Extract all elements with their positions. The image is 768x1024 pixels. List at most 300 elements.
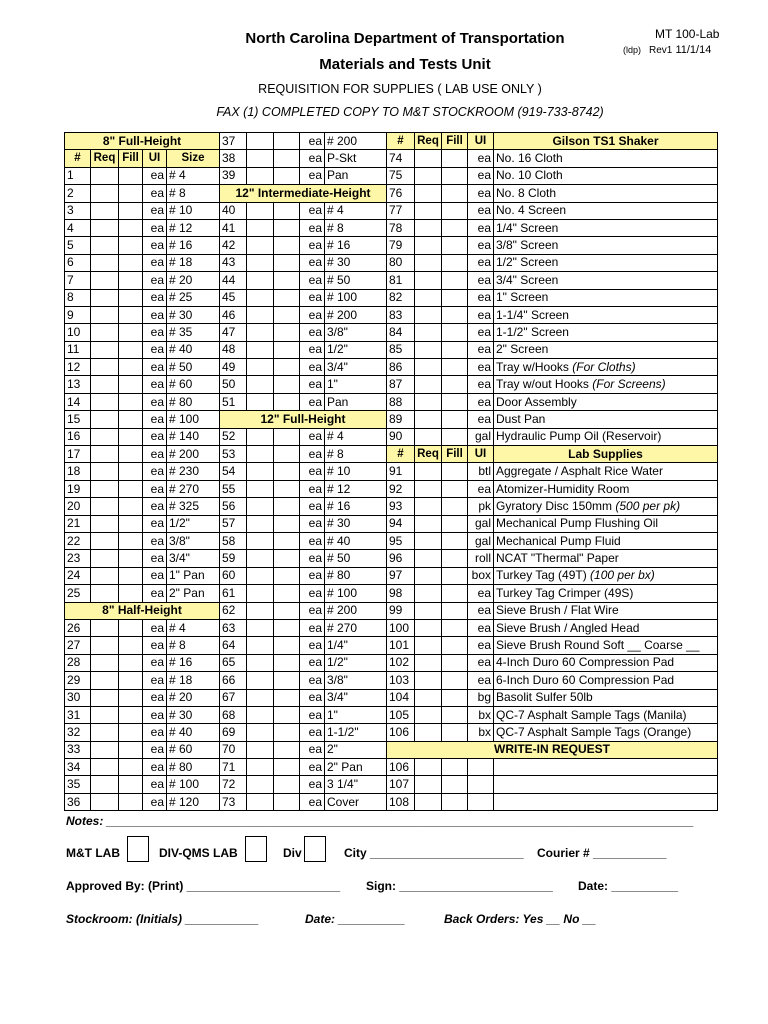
item-number: 71: [220, 759, 247, 776]
fill-qty-input[interactable]: [119, 376, 143, 393]
fill-qty-input[interactable]: [442, 706, 468, 723]
item-size: [325, 446, 387, 463]
req-qty-input[interactable]: [91, 619, 119, 636]
fill-qty-input[interactable]: [274, 567, 300, 584]
fill-qty-input[interactable]: [274, 393, 300, 410]
item-description[interactable]: [494, 793, 718, 810]
fill-qty-input[interactable]: [274, 480, 300, 497]
item-number: 76: [387, 185, 415, 202]
req-qty-input[interactable]: [91, 167, 119, 184]
fill-qty-input[interactable]: [442, 619, 468, 636]
fill-qty-input[interactable]: [119, 672, 143, 689]
fill-qty-input[interactable]: [119, 567, 143, 584]
date-field[interactable]: Date: __________: [578, 879, 679, 893]
req-qty-input[interactable]: [415, 463, 442, 480]
fill-qty-input[interactable]: [119, 498, 143, 515]
fill-qty-input[interactable]: [442, 672, 468, 689]
req-qty-input[interactable]: [247, 619, 274, 636]
item-description: [494, 324, 718, 341]
item-number: 80: [387, 254, 415, 271]
fill-qty-input[interactable]: [442, 324, 468, 341]
fill-qty-input[interactable]: [274, 219, 300, 236]
fill-qty-input[interactable]: [442, 167, 468, 184]
req-qty-input[interactable]: [91, 759, 119, 776]
req-qty-input[interactable]: [91, 359, 119, 376]
req-qty-input[interactable]: [415, 619, 442, 636]
req-qty-input[interactable]: [247, 637, 274, 654]
notes-line[interactable]: Notes: ________________________________________________________________________________________: [66, 814, 694, 828]
fill-qty-input[interactable]: [274, 793, 300, 810]
table-row: [220, 167, 387, 184]
req-qty-input[interactable]: [415, 289, 442, 306]
item-number: 52: [220, 428, 247, 445]
req-qty-input[interactable]: [247, 741, 274, 758]
req-qty-input[interactable]: [247, 689, 274, 706]
unit-of-issue: ea: [300, 724, 325, 741]
req-qty-input[interactable]: [247, 324, 274, 341]
fill-qty-input[interactable]: [442, 254, 468, 271]
approved-by-field[interactable]: Approved By: (Print) _______________________: [66, 879, 341, 893]
req-qty-input[interactable]: [91, 289, 119, 306]
req-qty-input[interactable]: [247, 672, 274, 689]
fill-qty-input[interactable]: [119, 202, 143, 219]
req-qty-input[interactable]: [91, 689, 119, 706]
req-qty-input[interactable]: [91, 567, 119, 584]
item-size: [325, 532, 387, 549]
courier-field[interactable]: Courier # ___________: [537, 846, 667, 860]
req-qty-input[interactable]: [415, 550, 442, 567]
fill-qty-input[interactable]: [442, 202, 468, 219]
fill-qty-input[interactable]: [442, 289, 468, 306]
fill-qty-input[interactable]: [119, 393, 143, 410]
fill-qty-input[interactable]: [442, 602, 468, 619]
req-qty-input[interactable]: [91, 654, 119, 671]
fill-qty-input[interactable]: [119, 689, 143, 706]
description-text: Basolit Sulfer 50lb: [496, 690, 593, 705]
req-qty-input[interactable]: [91, 706, 119, 723]
req-qty-input[interactable]: [247, 254, 274, 271]
fill-qty-input[interactable]: [274, 602, 300, 619]
req-qty-input[interactable]: [415, 237, 442, 254]
fill-qty-input[interactable]: [274, 306, 300, 323]
item-description[interactable]: [494, 776, 718, 793]
req-qty-input[interactable]: [247, 463, 274, 480]
item-size: [167, 254, 220, 271]
size-text: # 4: [327, 429, 344, 444]
req-qty-input[interactable]: [415, 602, 442, 619]
item-number: 84: [387, 324, 415, 341]
fill-qty-input[interactable]: [119, 185, 143, 202]
item-size: [167, 654, 220, 671]
fill-qty-input[interactable]: [442, 359, 468, 376]
fill-qty-input[interactable]: [274, 133, 300, 150]
req-qty-input[interactable]: [415, 376, 442, 393]
req-qty-input[interactable]: [91, 428, 119, 445]
fill-qty-input[interactable]: [119, 446, 143, 463]
fill-qty-input[interactable]: [119, 428, 143, 445]
item-description: [494, 672, 718, 689]
item-number: 108: [387, 793, 415, 810]
unit-of-issue: ea: [143, 237, 167, 254]
back-orders-field[interactable]: Back Orders: Yes __ No __: [444, 912, 597, 926]
req-qty-input[interactable]: [247, 602, 274, 619]
fill-qty-input[interactable]: [442, 724, 468, 741]
fill-qty-input[interactable]: [274, 706, 300, 723]
size-text: # 8: [169, 185, 186, 200]
req-qty-input[interactable]: [247, 567, 274, 584]
fill-qty-input[interactable]: [442, 480, 468, 497]
req-qty-input[interactable]: [247, 706, 274, 723]
req-qty-input[interactable]: [415, 759, 442, 776]
req-qty-input[interactable]: [247, 550, 274, 567]
req-qty-input[interactable]: [247, 532, 274, 549]
fill-qty-input[interactable]: [274, 428, 300, 445]
req-qty-input[interactable]: [91, 776, 119, 793]
item-size: [325, 480, 387, 497]
req-qty-input[interactable]: [91, 672, 119, 689]
fill-qty-input[interactable]: [274, 202, 300, 219]
req-qty-input[interactable]: [91, 376, 119, 393]
req-qty-input[interactable]: [247, 480, 274, 497]
req-qty-input[interactable]: [415, 185, 442, 202]
req-qty-input[interactable]: [91, 446, 119, 463]
req-qty-input[interactable]: [247, 498, 274, 515]
req-qty-input[interactable]: [415, 689, 442, 706]
fill-qty-input[interactable]: [274, 237, 300, 254]
fill-qty-input[interactable]: [119, 341, 143, 358]
div-qms-lab-checkbox[interactable]: [245, 836, 267, 862]
fill-qty-input[interactable]: [274, 759, 300, 776]
req-qty-input[interactable]: [91, 463, 119, 480]
fill-qty-input[interactable]: [119, 306, 143, 323]
req-qty-input[interactable]: [247, 150, 274, 167]
req-qty-input[interactable]: [247, 515, 274, 532]
fill-qty-input[interactable]: [119, 619, 143, 636]
fill-qty-input[interactable]: [119, 515, 143, 532]
req-qty-input[interactable]: [91, 324, 119, 341]
item-size: [325, 133, 387, 150]
req-qty-input[interactable]: [415, 706, 442, 723]
fill-qty-input[interactable]: [274, 741, 300, 758]
req-qty-input[interactable]: [247, 776, 274, 793]
req-qty-input[interactable]: [91, 480, 119, 497]
unit-of-issue: ea: [300, 741, 325, 758]
req-qty-input[interactable]: [247, 585, 274, 602]
unit-of-issue: ea: [300, 498, 325, 515]
req-qty-input[interactable]: [415, 324, 442, 341]
fill-qty-input[interactable]: [274, 515, 300, 532]
fill-qty-input[interactable]: [442, 515, 468, 532]
fill-qty-input[interactable]: [119, 480, 143, 497]
fill-qty-input[interactable]: [274, 672, 300, 689]
fill-qty-input[interactable]: [274, 498, 300, 515]
req-qty-input[interactable]: [415, 567, 442, 584]
req-qty-input[interactable]: [415, 498, 442, 515]
item-description: [494, 724, 718, 741]
fill-qty-input[interactable]: [442, 567, 468, 584]
table-row: [387, 463, 718, 480]
stockroom-date-field[interactable]: Date: __________: [305, 912, 406, 926]
fill-qty-input[interactable]: [442, 498, 468, 515]
req-qty-input[interactable]: [247, 237, 274, 254]
fill-qty-input[interactable]: [442, 428, 468, 445]
fill-qty-input[interactable]: [119, 359, 143, 376]
size-text: # 100: [169, 411, 200, 426]
item-size: [325, 306, 387, 323]
fill-qty-input[interactable]: [119, 637, 143, 654]
fill-qty-input[interactable]: [119, 776, 143, 793]
description-text: Sieve Brush / Flat Wire: [496, 603, 619, 618]
item-number: 27: [65, 637, 91, 654]
fill-qty-input[interactable]: [442, 341, 468, 358]
req-qty-input[interactable]: [247, 393, 274, 410]
fill-qty-input[interactable]: [442, 463, 468, 480]
fill-qty-input[interactable]: [274, 689, 300, 706]
req-qty-input[interactable]: [91, 411, 119, 428]
table-row: [220, 585, 387, 602]
req-qty-input[interactable]: [91, 498, 119, 515]
fill-qty-input[interactable]: [274, 724, 300, 741]
fill-qty-input[interactable]: [119, 289, 143, 306]
size-text: # 80: [169, 759, 193, 774]
table-row: [387, 306, 718, 323]
fill-qty-input[interactable]: [274, 289, 300, 306]
req-qty-input[interactable]: [91, 185, 119, 202]
req-qty-input[interactable]: [415, 306, 442, 323]
fill-qty-input[interactable]: [442, 759, 468, 776]
fill-qty-input[interactable]: [442, 393, 468, 410]
fill-qty-input[interactable]: [442, 219, 468, 236]
req-qty-input[interactable]: [91, 219, 119, 236]
unit-of-issue: ea: [300, 376, 325, 393]
fill-qty-input[interactable]: [119, 550, 143, 567]
fill-qty-input[interactable]: [442, 689, 468, 706]
req-qty-input[interactable]: [415, 428, 442, 445]
unit-of-issue: ea: [143, 724, 167, 741]
fill-qty-input[interactable]: [119, 324, 143, 341]
item-description: [494, 567, 718, 584]
fill-qty-input[interactable]: [119, 585, 143, 602]
fill-qty-input[interactable]: [442, 237, 468, 254]
fill-qty-input[interactable]: [442, 776, 468, 793]
description-text: Sieve Brush / Angled Head: [496, 620, 640, 635]
req-qty-input[interactable]: [415, 672, 442, 689]
req-qty-input[interactable]: [415, 150, 442, 167]
fill-qty-input[interactable]: [119, 654, 143, 671]
req-qty-input[interactable]: [247, 167, 274, 184]
req-qty-input[interactable]: [91, 793, 119, 810]
fill-qty-input[interactable]: [442, 550, 468, 567]
req-qty-input[interactable]: [247, 133, 274, 150]
fill-qty-input[interactable]: [119, 219, 143, 236]
item-number: 26: [65, 619, 91, 636]
req-qty-input[interactable]: [91, 585, 119, 602]
size-text: # 10: [327, 464, 351, 479]
mt-lab-checkbox[interactable]: [127, 836, 149, 862]
req-qty-input[interactable]: [415, 480, 442, 497]
fill-qty-input[interactable]: [274, 446, 300, 463]
item-description: [494, 532, 718, 549]
item-size: [325, 202, 387, 219]
req-qty-input[interactable]: [247, 306, 274, 323]
fill-qty-input[interactable]: [274, 324, 300, 341]
fill-qty-input[interactable]: [274, 619, 300, 636]
item-number: 43: [220, 254, 247, 271]
unit-of-issue: ea: [143, 254, 167, 271]
item-size: [325, 289, 387, 306]
req-qty-input[interactable]: [247, 793, 274, 810]
fill-qty-input[interactable]: [442, 654, 468, 671]
table-row: [387, 167, 718, 184]
req-qty-input[interactable]: [91, 550, 119, 567]
fill-qty-input[interactable]: [442, 376, 468, 393]
unit-of-issue: ea: [143, 185, 167, 202]
req-qty-input[interactable]: [415, 654, 442, 671]
fill-qty-input[interactable]: [274, 272, 300, 289]
item-size: [167, 272, 220, 289]
req-qty-input[interactable]: [415, 515, 442, 532]
unit-of-issue: bg: [468, 689, 494, 706]
table-row: [387, 515, 718, 532]
table-row: [220, 515, 387, 532]
fill-qty-input[interactable]: [119, 741, 143, 758]
item-number: 64: [220, 637, 247, 654]
size-text: # 325: [169, 498, 200, 513]
req-qty-input[interactable]: [415, 219, 442, 236]
req-qty-input[interactable]: [415, 776, 442, 793]
req-qty-input[interactable]: [91, 272, 119, 289]
description-text: Mechanical Pump Fluid: [496, 533, 621, 548]
revision: [623, 44, 711, 56]
unit-of-issue: [468, 759, 494, 776]
fill-qty-input[interactable]: [442, 637, 468, 654]
req-qty-input[interactable]: [91, 393, 119, 410]
fill-qty-input[interactable]: [119, 532, 143, 549]
req-qty-input[interactable]: [91, 341, 119, 358]
fill-qty-input[interactable]: [274, 654, 300, 671]
fill-qty-input[interactable]: [442, 793, 468, 810]
fill-qty-input[interactable]: [274, 776, 300, 793]
req-qty-input[interactable]: [247, 341, 274, 358]
req-qty-input[interactable]: [415, 272, 442, 289]
req-qty-input[interactable]: [91, 254, 119, 271]
fill-qty-input[interactable]: [119, 759, 143, 776]
fill-qty-input[interactable]: [274, 550, 300, 567]
req-qty-input[interactable]: [91, 237, 119, 254]
req-qty-input[interactable]: [91, 306, 119, 323]
req-qty-input[interactable]: [91, 532, 119, 549]
fill-qty-input[interactable]: [274, 637, 300, 654]
req-qty-input[interactable]: [91, 202, 119, 219]
item-number: 39: [220, 167, 247, 184]
req-qty-input[interactable]: [247, 376, 274, 393]
req-qty-input[interactable]: [247, 202, 274, 219]
size-text: # 16: [169, 238, 193, 253]
fill-qty-input[interactable]: [442, 185, 468, 202]
fill-qty-input[interactable]: [442, 532, 468, 549]
fill-qty-input[interactable]: [119, 411, 143, 428]
req-qty-input[interactable]: [415, 359, 442, 376]
div-qms-lab-label: DIV-QMS LAB: [159, 846, 238, 860]
req-qty-input[interactable]: [415, 532, 442, 549]
fill-qty-input[interactable]: [442, 411, 468, 428]
req-qty-input[interactable]: [415, 411, 442, 428]
fill-qty-input[interactable]: [119, 463, 143, 480]
req-qty-input[interactable]: [247, 219, 274, 236]
req-qty-input[interactable]: [415, 637, 442, 654]
req-qty-input[interactable]: [415, 393, 442, 410]
item-size: [325, 793, 387, 810]
unit-of-issue: ea: [300, 150, 325, 167]
stockroom-initials-field[interactable]: Stockroom: (Initials) ___________: [66, 912, 259, 926]
fill-qty-input[interactable]: [119, 724, 143, 741]
req-qty-input[interactable]: [415, 254, 442, 271]
req-qty-input[interactable]: [415, 793, 442, 810]
fill-qty-input[interactable]: [274, 167, 300, 184]
fill-qty-input[interactable]: [274, 585, 300, 602]
req-qty-input[interactable]: [247, 359, 274, 376]
req-qty-input[interactable]: [247, 272, 274, 289]
item-size: [325, 359, 387, 376]
req-qty-input[interactable]: [247, 446, 274, 463]
fill-qty-input[interactable]: [119, 254, 143, 271]
unit-of-issue: ea: [300, 446, 325, 463]
fill-qty-input[interactable]: [274, 463, 300, 480]
fill-qty-input[interactable]: [442, 585, 468, 602]
req-qty-input[interactable]: [247, 654, 274, 671]
req-qty-input[interactable]: [91, 637, 119, 654]
table-row: [387, 376, 718, 393]
item-size: [167, 202, 220, 219]
item-size: [325, 759, 387, 776]
description-text: Gyratory Disc 150mm: [496, 498, 613, 513]
req-qty-input[interactable]: [415, 724, 442, 741]
fill-qty-input[interactable]: [274, 532, 300, 549]
req-qty-input[interactable]: [91, 724, 119, 741]
sign-field[interactable]: Sign: _______________________: [366, 879, 553, 893]
fill-qty-input[interactable]: [274, 150, 300, 167]
req-qty-input[interactable]: [247, 724, 274, 741]
div-checkbox[interactable]: [304, 836, 326, 862]
city-field[interactable]: City _______________________: [344, 846, 524, 860]
fill-qty-input[interactable]: [119, 793, 143, 810]
fill-qty-input[interactable]: [119, 237, 143, 254]
fill-qty-input[interactable]: [119, 167, 143, 184]
fill-qty-input[interactable]: [442, 306, 468, 323]
description-note: (For Cloths): [572, 359, 636, 374]
fill-qty-input[interactable]: [442, 272, 468, 289]
req-qty-input[interactable]: [415, 341, 442, 358]
req-qty-input[interactable]: [247, 428, 274, 445]
item-description[interactable]: [494, 759, 718, 776]
item-number: 34: [65, 759, 91, 776]
req-qty-input[interactable]: [415, 167, 442, 184]
fill-qty-input[interactable]: [274, 341, 300, 358]
unit-of-issue: ea: [468, 272, 494, 289]
fill-qty-input[interactable]: [274, 254, 300, 271]
fill-qty-input[interactable]: [442, 150, 468, 167]
req-qty-input[interactable]: [415, 202, 442, 219]
req-qty-input[interactable]: [247, 759, 274, 776]
req-qty-input[interactable]: [247, 289, 274, 306]
req-qty-input[interactable]: [91, 515, 119, 532]
fill-qty-input[interactable]: [119, 272, 143, 289]
fill-qty-input[interactable]: [119, 706, 143, 723]
req-qty-input[interactable]: [415, 585, 442, 602]
fill-qty-input[interactable]: [274, 359, 300, 376]
req-qty-input[interactable]: [91, 741, 119, 758]
fill-qty-input[interactable]: [274, 376, 300, 393]
